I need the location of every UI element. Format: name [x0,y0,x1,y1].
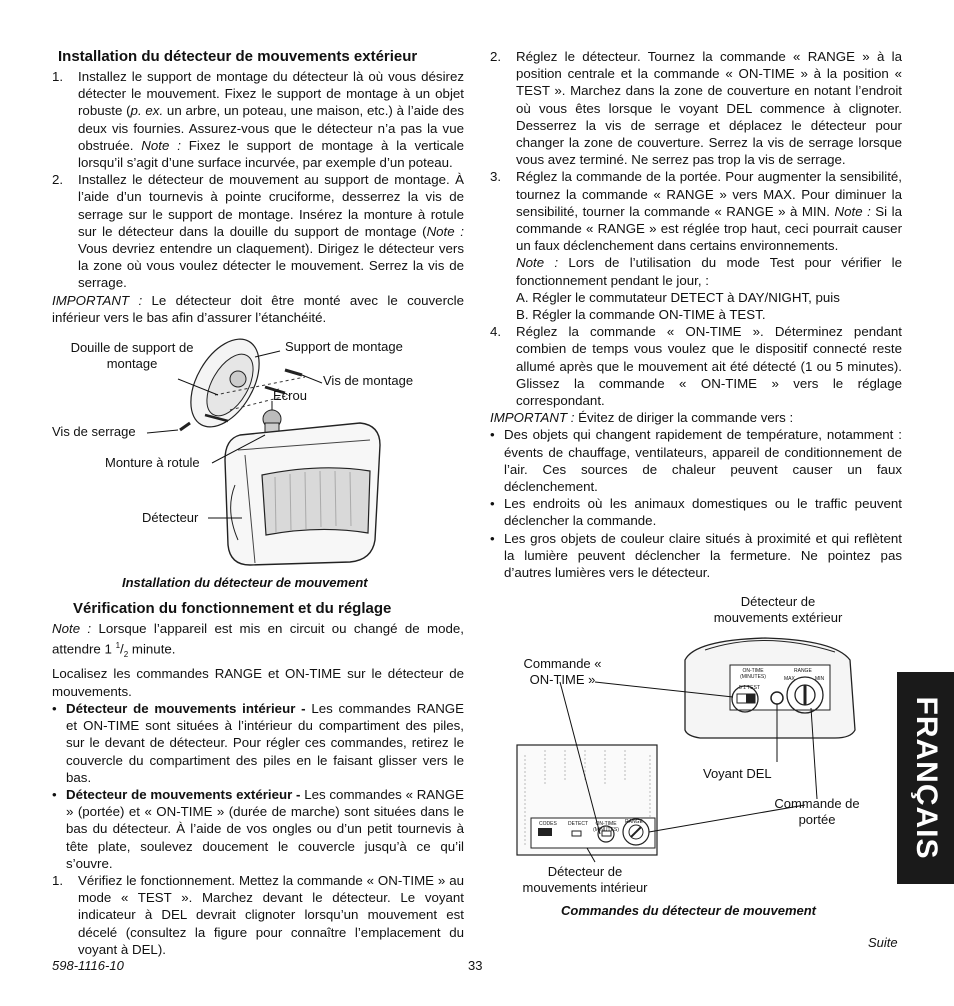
important-text: Le détecteur doit être monté avec le couvercle inférieur vers le bas afin d’assurer l’étanchéité. [52,292,464,325]
step-number: 4. [490,324,502,340]
on-time-scale: 5 1 TEST [739,685,761,691]
suite-label: Suite [868,935,898,950]
label-vis-montage: Vis de montage [323,373,414,388]
fraction-den: 2 [123,650,129,660]
important-label: IMPORTANT : [52,292,143,308]
figure-caption: Commandes du détecteur de mouvement [561,903,816,918]
bullet-text: Les endroits où les animaux domestiques ou le traffic peuvent déclencher la commande. [504,496,902,529]
installation-figure [40,335,470,595]
localisez-text: Localisez les commandes RANGE et ON-TIME sur le détecteur de mouvements. [52,666,464,699]
controls-illustration [505,590,895,890]
important-label: IMPORTANT : [490,410,575,426]
bullet-dot: • [490,530,495,546]
page-number: 33 [468,958,483,973]
max-label: MAX [784,676,795,682]
label-voyant-del: Voyant DEL [703,766,772,781]
step-text: Si la commande « RANGE » est réglée trop haut, ceci pourrait causer un faux déclenchement dans certains environnements. [516,203,902,254]
bullet-bold: Détecteur de mouvements intérieur - [66,700,306,716]
bullet-text: Les commandes RANGE et ON-TIME sont situées à l’intérieur du compartiment des piles, sur le devant de détecteur. Pour régler ces commandes, retirez le couvercle du compartiment des piles en le faisant glisser vers le bas. [66,700,465,785]
label-detecteur: Détecteur [142,510,199,525]
note-label: Note : [834,203,871,219]
bullet-dot: • [490,496,495,512]
label-portee: Commande de portée [774,796,860,827]
bullet-text: Des objets qui changent rapidement de température, notamment : évents de chauffage, ventilateurs, appareil de conditionnement de l’air. Ces sources de chaleur peuvent causer un faux déclenchement. [504,427,902,495]
fraction-num: 1 [115,641,121,651]
heading-installation: Installation du détecteur de mouvements extérieur [58,48,418,65]
bullet-exterieur [52,786,464,872]
language-tab [897,672,954,884]
label-monture: Monture à rotule [105,455,200,470]
document-code: 598-1116-10 [52,958,124,973]
label-support: Support de montage [285,339,403,354]
language-tab-label: FRANÇAIS [909,696,943,860]
note-label: Note : [516,255,559,271]
step-number: 1. [52,872,64,888]
codes-label: CODES [539,821,557,827]
left-column [52,48,464,326]
controls-figure [505,590,895,920]
step-text: Vérifiez le fonctionnement. Mettez la commande « ON-TIME » au mode « TEST ». Marchez devant le détecteur. Le voyant indicateur à DEL devrait clignoter lorsqu’un mouvement est décelé (consultez la figure pour connaître l’emplacement du voyant à DEL). [78,872,464,957]
step-number: 3. [490,169,502,185]
step-text: Vous devriez entendre un claquement). Dirigez le détecteur vers la zone où vous voulez détecter le mouvement. Serrez la vis de serrage. [78,241,464,291]
sub-step-a: A. Régler le commutateur DETECT à DAY/NIGHT, puis [516,289,840,305]
step-number: 1. [52,69,64,84]
step-1 [52,68,464,171]
step-text: Installez le détecteur de mouvement au support de montage. À l’aide d’un tournevis à pointe cruciforme, desserrez la vis de serrage sur le support de montage. Insérez la monture à rotule sur le détecteur dans la douille du support de montage ( [78,172,464,239]
label-ext-detector: Détecteur de mouvements extérieur [713,594,843,625]
step-2 [52,171,464,291]
step-verifiez [52,872,464,958]
step-number: 2. [490,49,502,64]
bullet-dot: • [52,786,57,802]
important-note [52,292,464,326]
label-ecrou: Écrou [273,388,307,403]
important-text: Évitez de diriger la commande vers : [574,410,794,426]
note-label: Note : [52,621,92,636]
left-column-lower [52,600,464,958]
range-small-label: RANGE [625,819,643,825]
bullet-animaux [490,495,902,529]
step-2-right [490,48,902,168]
step-em: p. ex. [130,103,164,119]
figure-caption: Installation du détecteur de mouvement [122,575,368,590]
bullet-objets [490,530,902,582]
bullet-dot: • [52,700,57,716]
step-4-right [490,323,902,409]
step-text: un arbre, un poteau, une maison, etc.) à l’aide des deux vis fournies. Assurez-vous que le détecteur n’a pas la vue obstruée. [78,103,464,153]
bullet-interieur [52,700,464,786]
note-text: Lorsque l’appareil est mis en circuit ou changé de mode, attendre 1 [52,621,464,657]
note-label: Note : [426,223,464,239]
range-label: RANGE [794,668,812,674]
label-int-detector: Détecteur de mouvements intérieur [522,864,648,895]
step-text: Fixez le support de montage à la verticale lorsqu’il s’agit d’une surface incurvée, par exemple d’un poteau. [78,137,464,171]
right-column [490,48,902,581]
label-douille: Douille de support de montage [70,340,194,371]
heading-verification: Vérification du fonctionnement et du réglage [73,600,392,617]
min-label: MIN [815,676,825,682]
step-text: Réglez le détecteur. Tournez la commande « RANGE » à la position centrale et la commande « ON-TIME » à la position « TEST ». Marchez dans la zone de couverture en notant l’endroit où vous êtes lorsque le voyant DEL commence à clignoter. Desserrez la vis de serrage et déplacez le détecteur pour changer la zone de couverture. Serrez la vis de serrage lorsque vous avez terminé. Ne serrez pas trop la vis de serrage. [516,49,902,168]
step-text: Lors de l’utilisation du mode Test pour vérifier le fonctionnement pendant le jour, : [516,255,902,288]
step-text: Installez le support de montage du détecteur là où vous désirez détecter le mouvement. Fixez le support de montage à un objet robuste ( [78,69,464,119]
label-on-time: Commande « ON-TIME » [523,656,602,687]
bullet-dot: • [490,427,495,443]
note-text: minute. [128,641,176,657]
sub-step-b: B. Régler la commande ON-TIME à TEST. [516,307,766,323]
step-text: Réglez la commande « ON-TIME ». Déterminez pendant combien de temps vous voulez que le dispositif connecté reste allumé après que le mouvement ait été détecté (1 ou 5 minutes). Glissez la commande « ON-TIME » vers le réglage correspondant. [516,324,902,409]
on-time-small-label: ON-TIME (MINUTES) [593,821,619,833]
on-time-label: ON-TIME (MINUTES) [740,668,766,680]
bullet-text: Les gros objets de couleur claire situés à proximité et qui reflètent la lumière peuvent déclencher la fermeture. Ne pointez pas d’autres lumières vers le détecteur. [504,530,902,581]
step-number: 2. [52,172,64,188]
label-vis-serrage: Vis de serrage [52,424,136,439]
bullet-text: Les commandes « RANGE » (portée) et « ON-TIME » (durée de marche) sont situées dans le bas du détecteur. À l’aide de vos ongles ou d’un petit tournevis à tête plate, soulevez doucement le couvercle jusqu’à ce qu’il s’ouvre. [66,786,464,871]
detect-label: DETECT [568,821,588,827]
important-right [490,409,902,426]
note-label: Note : [141,137,181,153]
step-text: Réglez la commande de la portée. Pour augmenter la sensibilité, tournez la commande « RANGE » vers MAX. Pour diminuer la sensibilité, tourner la commande « RANGE » à MIN. [516,169,902,219]
note-wait: Note : Lorsque l’appareil est mis en circuit ou changé de mode, attendre 1 $^1/_2$ minute. [52,621,464,660]
step-3-right [490,168,902,323]
bullet-temperature [490,426,902,495]
bullet-bold: Détecteur de mouvements extérieur - [66,786,301,802]
